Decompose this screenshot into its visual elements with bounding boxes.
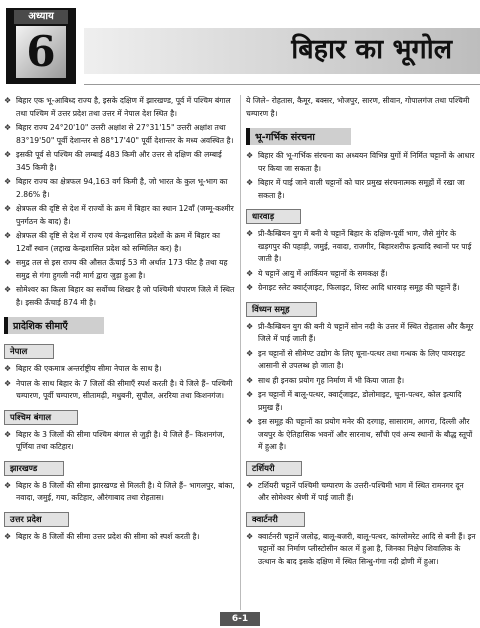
subsection-nepal bbox=[4, 339, 235, 403]
list-item: ❖ बिहार राज्य 24°20'10" उत्तरी अक्षांश से 27°31'15" उत्तरी अक्षांश तथा 83°19'50" पूर्वी देशान्तर से 88°17'40" पूर्वी देशान्तर के मध्य अवस्थित है। bbox=[4, 123, 234, 145]
list-item: ❖ समुद्र तल से इस राज्य की औसत ऊँचाई 53 मी अर्थात 173 फीट है तथा यह समुद्र से गंगा हुगली नदी मार्ग द्वारा जुड़ा हुआ है। bbox=[4, 258, 228, 280]
subsection-heading: उत्तर प्रदेश bbox=[4, 512, 69, 527]
intro-list bbox=[4, 95, 235, 309]
diamond-bullet-icon: ❖ bbox=[4, 96, 12, 105]
diamond-bullet-icon: ❖ bbox=[4, 285, 12, 294]
list-item: ❖ बिहार की भू-गर्भिक संरचना का अध्ययन विभिन्न युगों में निर्मित चट्टानों के आधार पर किया जा सकता है। bbox=[246, 151, 475, 173]
list-item: ❖ नेपाल के साथ बिहार के 7 जिलों की सीमाएँ स्पर्श करती है। ये जिले हैं– पश्चिमी चम्पारण, पूर्वी चम्पारण, सीतामढ़ी, मधुबनी, सुपौल, अररिया तथा किशनगंज। bbox=[4, 378, 233, 400]
diamond-bullet-icon: ❖ bbox=[246, 283, 254, 292]
diamond-bullet-icon: ❖ bbox=[4, 480, 12, 490]
list-item: ❖ प्री-कैम्ब्रियन युग में बनी ये चट्टानें बिहार के दक्षिण-पूर्वी भाग, जैसे मुंगेर के खड़गपुर की पहाड़ी, जमुई, नवादा, राजगीर, बिहारशरीफ इत्यादि स्थानों पर पाई जाती है। bbox=[246, 229, 472, 263]
diamond-bullet-icon: ❖ bbox=[4, 378, 12, 388]
list-item: ❖ टर्शियरी चट्टानें पश्चिमी चम्पारण के उत्तरी-पश्चिमी भाग में स्थित रामनगर दून और सोमेश्वर श्रेणी में पाई जाती हैं। bbox=[246, 480, 464, 502]
diamond-bullet-icon: ❖ bbox=[4, 531, 12, 541]
subsection-dharwar bbox=[246, 204, 476, 295]
page-title: बिहार का भूगोल bbox=[291, 34, 452, 65]
diamond-bullet-icon: ❖ bbox=[4, 177, 12, 186]
section-heading-regional-borders: प्रादेशिक सीमाएँ bbox=[4, 317, 104, 334]
list-item: ❖ क्षेत्रफल की दृष्टि से देश में राज्य एवं केन्द्रशासित प्रदेशों के क्रम में बिहार का 12वाँ स्थान (लद्दाख केन्द्रशासित प्रदेश को सम्मिलित कर) है। bbox=[4, 231, 220, 253]
subsection-heading: क्वार्टनरी bbox=[246, 512, 305, 527]
list-item: ❖ ग्रेनाइट स्लेट क्वार्ट्जाइट, फिलाइट, शिस्ट आदि धारवाड़ समूह की चट्टानें हैं। bbox=[246, 282, 476, 295]
section-heading-geological-structure: भू-गर्भिक संरचना bbox=[246, 128, 351, 145]
list-item: ❖ बिहार के 3 जिलों की सीमा पश्चिम बंगाल से जुड़ी है। ये जिले हैं– किशनगंज, पूर्णिया तथा कटिहार। bbox=[4, 429, 225, 451]
list-item: ❖ प्री-कैम्ब्रियन युग की बनी ये चट्टानें सोन नदी के उत्तर में स्थित रोहतास और कैमूर जिले में पाई जाती हैं। bbox=[246, 321, 474, 343]
chapter-number: 6 bbox=[26, 27, 56, 76]
diamond-bullet-icon: ❖ bbox=[246, 531, 254, 541]
subsection-jharkhand bbox=[4, 456, 235, 505]
diamond-bullet-icon: ❖ bbox=[246, 178, 254, 187]
diamond-bullet-icon: ❖ bbox=[4, 231, 12, 240]
subsection-heading: धारवाड़ bbox=[246, 209, 301, 224]
diamond-bullet-icon: ❖ bbox=[246, 375, 254, 385]
diamond-bullet-icon: ❖ bbox=[4, 123, 12, 132]
diamond-bullet-icon: ❖ bbox=[246, 229, 254, 238]
diamond-bullet-icon: ❖ bbox=[246, 417, 254, 426]
chapter-label: अध्याय bbox=[14, 10, 68, 24]
list-item: ❖ इस समूह की चट्टानों का प्रयोग मनेर की दरगाह, सासाराम, आगरा, दिल्ली और जयपुर के ऐतिहासिक भवनों और सारनाथ, साँची एवं अन्य स्थानों के बौद्ध स्तूपों में हुआ है। bbox=[246, 417, 473, 451]
list-item: ❖ बिहार एक भू-आबिध्द राज्य है, इसके दक्षिण में झारखण्ड, पूर्व में पश्चिम बंगाल तथा पश्चिम में उत्तर प्रदेश तथा उत्तर में नेपाल देश स्थित है। bbox=[4, 96, 231, 118]
subsection-heading: पश्चिम बंगाल bbox=[4, 410, 78, 425]
list-item: ❖ बिहार के 8 जिलों की सीमा झारखण्ड से मिलती है। ये जिले हैं– भागलपुर, बांका, नवादा, जमुई, गया, कटिहार, औरंगाबाद तथा रोहतास। bbox=[4, 480, 235, 502]
subsection-heading: नेपाल bbox=[4, 344, 54, 359]
continued-text: ये जिले– रोहतास, कैमूर, बक्सर, भोजपुर, सारण, सीवान, गोपालगंज तथा पश्चिमी चम्पारण है। bbox=[246, 96, 470, 118]
diamond-bullet-icon: ❖ bbox=[4, 429, 12, 439]
list-item: ❖ बिहार राज्य का क्षेत्रफल 94,163 वर्ग किमी है, जो भारत के कुल भू-भाग का 2.86% है। bbox=[4, 177, 228, 199]
diamond-bullet-icon: ❖ bbox=[4, 258, 12, 267]
list-item: ❖ इन चट्टानों में बालू-पत्थर, क्वार्ट्जाइट, डोलोमाइट, चूना-पत्थर, कोल इत्यादि प्रमुख हैं। bbox=[246, 390, 462, 412]
subsection-quaternary bbox=[246, 507, 476, 569]
left-column bbox=[4, 95, 235, 545]
list-item: ❖ ये चट्टानें आयु में आर्कियन चट्टानों के समकक्ष हैं। bbox=[246, 268, 476, 281]
subsection-vindhyan bbox=[246, 297, 476, 454]
column-divider bbox=[240, 95, 241, 610]
diamond-bullet-icon: ❖ bbox=[246, 151, 254, 160]
list-item: ❖ क्वार्टनरी चट्टानें जलोढ़, बालू-बजरी, बालू-पत्थर, कांग्लोमरेट आदि से बनी हैं। इन चट्टानों का निर्माण प्लीस्टोसीन काल में हुआ है, जिनका निक्षेप शिवालिक के उत्थान के बाद इसके दक्षिण में स्थित सिन्धु-गंगा नदी द्रोणी में हुआ। bbox=[246, 531, 476, 566]
diamond-bullet-icon: ❖ bbox=[246, 268, 254, 278]
list-item: ❖ इसकी पूर्व से पश्चिम की लम्बाई 483 किमी और उत्तर से दक्षिण की लम्बाई 345 किमी है। bbox=[4, 150, 222, 172]
subsection-tertiary bbox=[246, 456, 476, 505]
right-column bbox=[246, 95, 476, 570]
diamond-bullet-icon: ❖ bbox=[246, 480, 254, 490]
list-item: ❖ बिहार के 8 जिलों की सीमा उत्तर प्रदेश की सीमा को स्पर्श करती है। bbox=[4, 531, 235, 544]
subsection-uttar-pradesh bbox=[4, 507, 235, 544]
subsection-heading: विंध्यन समूह bbox=[246, 302, 317, 317]
page-number: 6-1 bbox=[220, 612, 260, 626]
diamond-bullet-icon: ❖ bbox=[4, 150, 12, 159]
subsection-heading: झारखण्ड bbox=[4, 461, 64, 476]
list-item: ❖ क्षेत्रफल की दृष्टि से देश में राज्यों के क्रम में बिहार का स्थान 12वाँ (जम्मू-कश्मीर पुनर्गठन के बाद) है। bbox=[4, 204, 234, 226]
diamond-bullet-icon: ❖ bbox=[246, 321, 254, 331]
subsection-heading: टर्शियरी bbox=[246, 461, 302, 476]
list-item: ❖ बिहार की एकमात्र अन्तर्राष्ट्रीय सीमा नेपाल के साथ है। bbox=[4, 363, 235, 376]
diamond-bullet-icon: ❖ bbox=[4, 364, 12, 373]
list-item: ❖ साथ ही इनका प्रयोग गृह निर्माण में भी किया जाता है। bbox=[246, 375, 476, 388]
header-rule bbox=[84, 84, 480, 85]
subsection-west-bengal bbox=[4, 405, 235, 454]
diamond-bullet-icon: ❖ bbox=[4, 204, 12, 213]
diamond-bullet-icon: ❖ bbox=[246, 348, 254, 358]
chapter-header bbox=[0, 0, 480, 86]
list-item: ❖ इन चट्टानों से सीमेण्ट उद्योग के लिए चूना-पत्थर तथा गन्धक के लिए पायराइट आसानी से उपलब्ध हो जाता है। bbox=[246, 348, 466, 370]
list-item: ❖ सोमेश्वर का किला बिहार का सर्वोच्च शिखर है जो पश्चिमी चंपारण जिले में स्थित है। इसकी ऊँचाई 874 मी है। bbox=[4, 285, 235, 307]
list-item: ❖ बिहार में पाई जाने वाली चट्टानों को चार प्रमुख संरचनात्मक समूहों में रखा जा सकता है। bbox=[246, 178, 465, 200]
diamond-bullet-icon: ❖ bbox=[246, 390, 254, 399]
